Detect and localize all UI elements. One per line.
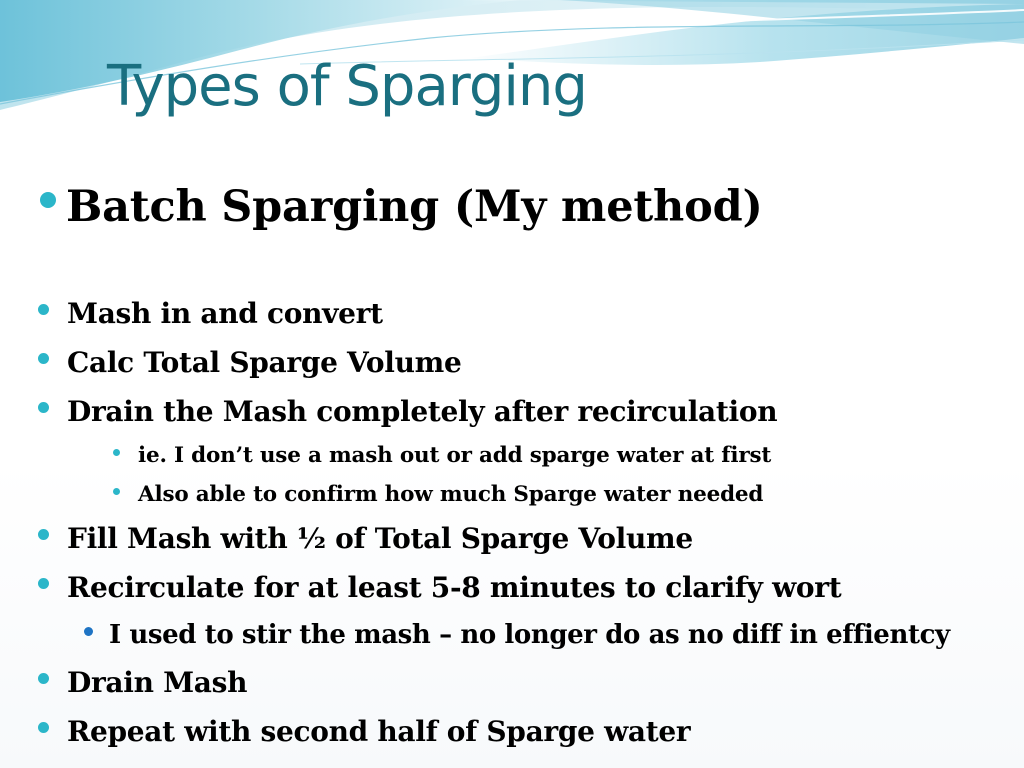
bullet-text: Fill Mash with ½ of Total Sparge Volume — [67, 522, 693, 555]
main-bullet-text: Batch Sparging (My method) — [66, 182, 763, 232]
sub-bullet-text: I used to stir the mash – no longer do as no diff in effientcy — [109, 620, 950, 650]
bullet-text: Recirculate for at least 5-8 minutes to clarify wort — [67, 571, 842, 604]
bullet-text: Drain Mash — [67, 666, 248, 699]
bullet-dot-icon — [38, 673, 49, 684]
sub-bullet-no-mash-out — [113, 441, 771, 471]
bullet-text: Calc Total Sparge Volume — [67, 346, 462, 379]
main-bullet — [40, 176, 763, 238]
bullet-text: Drain the Mash completely after recirculation — [67, 395, 778, 428]
bullet-dot-icon — [38, 722, 49, 733]
bullet-dot-icon — [84, 627, 93, 636]
sub-bullet-text: ie. I don’t use a mash out or add sparge water at first — [138, 443, 772, 468]
sub-bullet-confirm-water — [113, 480, 763, 510]
bullet-dot-icon — [113, 488, 120, 495]
bullet-dot-icon — [38, 402, 49, 413]
bullet-drain-mash-completely — [38, 392, 777, 432]
sub-bullet-text: Also able to confirm how much Sparge water needed — [138, 482, 764, 507]
bullet-calc-volume — [38, 343, 462, 383]
bullet-text: Mash in and convert — [67, 297, 383, 330]
bullet-dot-icon — [38, 529, 49, 540]
bullet-dot-icon — [38, 304, 49, 315]
bullet-repeat-second-half — [38, 712, 690, 752]
slide-title: Types of Sparging — [107, 54, 587, 119]
bullet-recirculate — [38, 568, 841, 608]
bullet-dot-icon — [38, 578, 49, 589]
bullet-dot-icon — [38, 353, 49, 364]
bullet-fill-mash-half — [38, 519, 693, 559]
sub-bullet-stir-mash — [84, 617, 950, 653]
bullet-drain-mash — [38, 663, 247, 703]
bullet-mash-in — [38, 294, 383, 334]
bullet-dot-icon — [40, 192, 56, 208]
bullet-text: Repeat with second half of Sparge water — [67, 715, 691, 748]
bullet-dot-icon — [113, 449, 120, 456]
